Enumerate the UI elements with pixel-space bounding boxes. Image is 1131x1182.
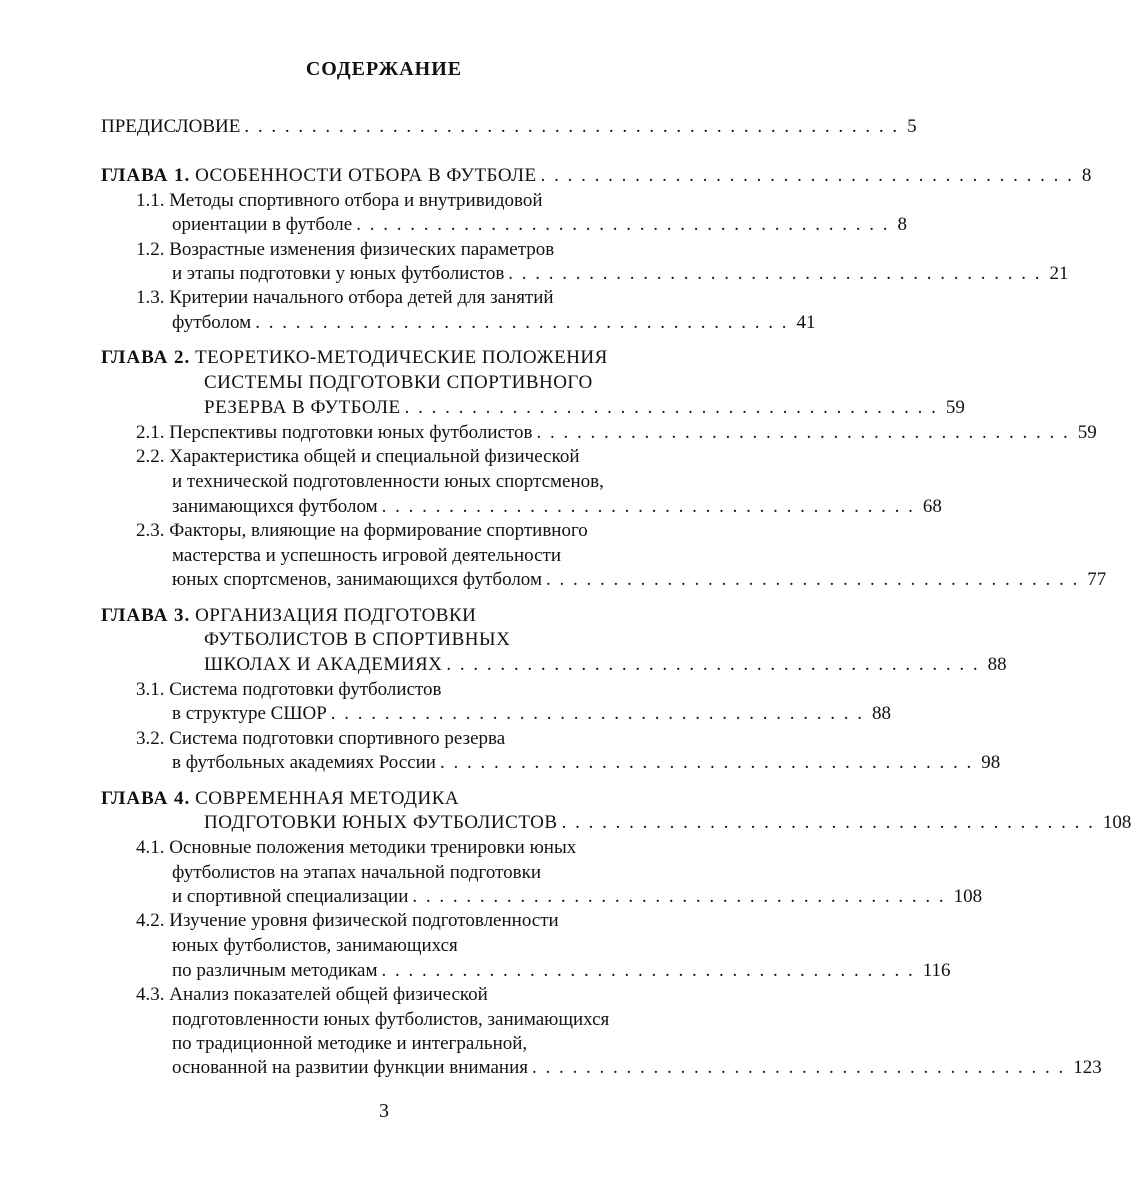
toc-section-3-2 xyxy=(172,750,1001,776)
leader-dots: . . . . . . . . . . . . . . . . . . . . . . . . . . . . . . . . . . . . . . . . xyxy=(412,886,946,907)
toc-section-text: в футбольных академиях России xyxy=(172,752,436,773)
toc-page-number: 68 xyxy=(922,496,942,517)
leader-dots: . . . . . . . . . . . . . . . . . . . . . . . . . . . . . . . . . . . . . . . . xyxy=(540,165,1074,186)
toc-section-4-2 xyxy=(172,958,951,984)
toc-entry-preface xyxy=(101,114,917,140)
chapter-title: СОВРЕМЕННАЯ МЕТОДИКА xyxy=(195,788,460,809)
toc-section-text: 1.3. Критерии начального отбора детей для занятий xyxy=(136,287,554,308)
chapter-title: ОСОБЕННОСТИ ОТБОРА В ФУТБОЛЕ xyxy=(195,165,537,186)
leader-dots: . . . . . . . . . . . . . . . . . . . . . . . . . . . . . . . . . . . . . . . . xyxy=(404,397,938,418)
toc-chapter-4 xyxy=(101,786,459,812)
chapter-label: ГЛАВА 1. xyxy=(101,165,191,186)
leader-dots: . . . . . . . . . . . . . . . . . . . . . . . . . . . . . . . . . . . . . . . . xyxy=(330,703,865,724)
toc-chapter-1 xyxy=(101,163,1092,189)
leader-dots: . . . . . . . . . . . . . . . . . . . . . . . . . . . . . . . . . . . . . . . . xyxy=(446,654,980,675)
toc-chapter-2-last xyxy=(204,395,965,421)
page-number: 3 xyxy=(379,1100,389,1122)
leader-dots: . . . . . . . . . . . . . . . . . . . . . . . . . . . . . . . . . . . . . . . . xyxy=(536,422,1070,443)
toc-page-number: 8 xyxy=(897,214,907,235)
toc-section-1-2 xyxy=(172,261,1069,287)
toc-section-3-1 xyxy=(172,701,892,727)
toc-section-text: ориентации в футболе xyxy=(172,214,353,235)
leader-dots: . . . . . . . . . . . . . . . . . . . . . . . . . . . . . . . . . . . . . . . . xyxy=(381,496,915,517)
leader-dots: . . . . . . . . . . . . . . . . . . . . . . . . . . . . . . . . . . . . . . . . xyxy=(255,312,789,333)
toc-section-text: в структуре СШОР xyxy=(172,703,327,724)
chapter-title: СИСТЕМЫ ПОДГОТОВКИ СПОРТИВНОГО xyxy=(204,372,593,393)
chapter-label: ГЛАВА 4. xyxy=(101,788,191,809)
toc-section-text: по различным методикам xyxy=(172,960,378,981)
leader-dots: . . . . . . . . . . . . . . . . . . . . . . . . . . . . . . . . . . . . . . . . xyxy=(356,214,890,235)
chapter-title: РЕЗЕРВА В ФУТБОЛЕ xyxy=(204,397,401,418)
chapter-title: ТЕОРЕТИКО-МЕТОДИЧЕСКИЕ ПОЛОЖЕНИЯ xyxy=(195,347,608,368)
chapter-title: ОРГАНИЗАЦИЯ ПОДГОТОВКИ xyxy=(195,605,477,626)
toc-section-text: и технической подготовленности юных спортсменов, xyxy=(172,471,604,492)
toc-section-text: занимающихся футболом xyxy=(172,496,378,517)
toc-chapter-3 xyxy=(101,603,476,629)
toc-section-text: 2.1. Перспективы подготовки юных футболистов xyxy=(136,422,533,443)
toc-entry-text: ПРЕДИСЛОВИЕ xyxy=(101,116,241,137)
toc-section-text: 3.2. Система подготовки спортивного резерва xyxy=(136,728,506,749)
page-title: СОДЕРЖАНИЕ xyxy=(305,58,463,80)
toc-section-text: футболом xyxy=(172,312,252,333)
chapter-title: ПОДГОТОВКИ ЮНЫХ ФУТБОЛИСТОВ xyxy=(204,812,558,833)
toc-section-1-1 xyxy=(172,212,907,238)
toc-page-number: 108 xyxy=(1102,812,1131,833)
toc-section-2-1 xyxy=(136,420,1097,446)
toc-section-4-1 xyxy=(172,884,983,910)
toc-section-text: 3.1. Система подготовки футболистов xyxy=(136,679,442,700)
toc-chapter-3-last xyxy=(204,652,1007,678)
toc-section-text: 1.2. Возрастные изменения физических параметров xyxy=(136,239,555,260)
leader-dots: . . . . . . . . . . . . . . . . . . . . . . . . . . . . . . . . . . . . . . . . xyxy=(508,263,1042,284)
toc-page-number: 88 xyxy=(987,654,1007,675)
chapter-title: ФУТБОЛИСТОВ В СПОРТИВНЫХ xyxy=(204,629,511,650)
chapter-title: ШКОЛАХ И АКАДЕМИЯХ xyxy=(204,654,443,675)
chapter-label: ГЛАВА 2. xyxy=(101,347,191,368)
toc-page-number: 59 xyxy=(1077,422,1097,443)
leader-dots: . . . . . . . . . . . . . . . . . . . . . . . . . . . . . . . . . . . . . . . . xyxy=(545,569,1080,590)
toc-section-text: юных спортсменов, занимающихся футболом xyxy=(172,569,542,590)
toc-section-text: юных футболистов, занимающихся xyxy=(172,935,458,956)
chapter-label: ГЛАВА 3. xyxy=(101,605,191,626)
toc-page-number: 8 xyxy=(1081,165,1092,186)
toc-section-4-3 xyxy=(172,1055,1102,1081)
toc-section-text: 4.1. Основные положения методики тренировки юных xyxy=(136,837,577,858)
toc-chapter-2 xyxy=(101,345,608,371)
toc-section-text: 2.2. Характеристика общей и специальной физической xyxy=(136,446,580,467)
toc-section-text: и спортивной специализации xyxy=(172,886,409,907)
toc-page-number: 5 xyxy=(907,116,917,137)
toc-page-number: 21 xyxy=(1049,263,1069,284)
toc-section-2-2 xyxy=(172,494,942,520)
toc-section-text: 1.1. Методы спортивного отбора и внутривидовой xyxy=(136,190,543,211)
toc-page-number: 41 xyxy=(796,312,816,333)
toc-page-number: 98 xyxy=(981,752,1001,773)
toc-chapter-4-last xyxy=(204,810,1131,836)
toc-page-number: 123 xyxy=(1073,1057,1102,1078)
leader-dots: . . . . . . . . . . . . . . . . . . . . . . . . . . . . . . . . . . . . . . . . xyxy=(439,752,974,773)
toc-section-text: и этапы подготовки у юных футболистов xyxy=(172,263,505,284)
leader-dots: . . . . . . . . . . . . . . . . . . . . . . . . . . . . . . . . . . . . . . . . xyxy=(532,1057,1066,1078)
leader-dots: . . . . . . . . . . . . . . . . . . . . . . . . . . . . . . . . . . . . . . . . xyxy=(381,960,915,981)
toc-section-text: мастерства и успешность игровой деятельности xyxy=(172,545,561,566)
toc-section-text: 4.2. Изучение уровня физической подготовленности xyxy=(136,910,559,931)
toc-section-1-3 xyxy=(172,310,816,336)
leader-dots: . . . . . . . . . . . . . . . . . . . . . . . . . . . . . . . . . . . . . . . . xyxy=(561,812,1095,833)
toc-page-number: 108 xyxy=(953,886,983,907)
leader-dots: . . . . . . . . . . . . . . . . . . . . . . . . . . . . . . . . . . . . . . . . . . . . . . . . . xyxy=(244,116,900,137)
toc-section-text: по традиционной методике и интегральной, xyxy=(172,1033,528,1054)
toc-section-text: футболистов на этапах начальной подготовки xyxy=(172,862,541,883)
toc-section-text: 4.3. Анализ показателей общей физической xyxy=(136,984,488,1005)
toc-page-number: 59 xyxy=(945,397,965,418)
toc-page-number: 77 xyxy=(1087,569,1107,590)
toc-section-2-3 xyxy=(172,567,1107,593)
toc-section-text: основанной на развитии функции внимания xyxy=(172,1057,528,1078)
toc-page-number: 88 xyxy=(872,703,892,724)
toc-section-text: 2.3. Факторы, влияющие на формирование спортивного xyxy=(136,520,588,541)
toc-section-text: подготовленности юных футболистов, занимающихся xyxy=(172,1009,610,1030)
toc-page-number: 116 xyxy=(922,960,951,981)
